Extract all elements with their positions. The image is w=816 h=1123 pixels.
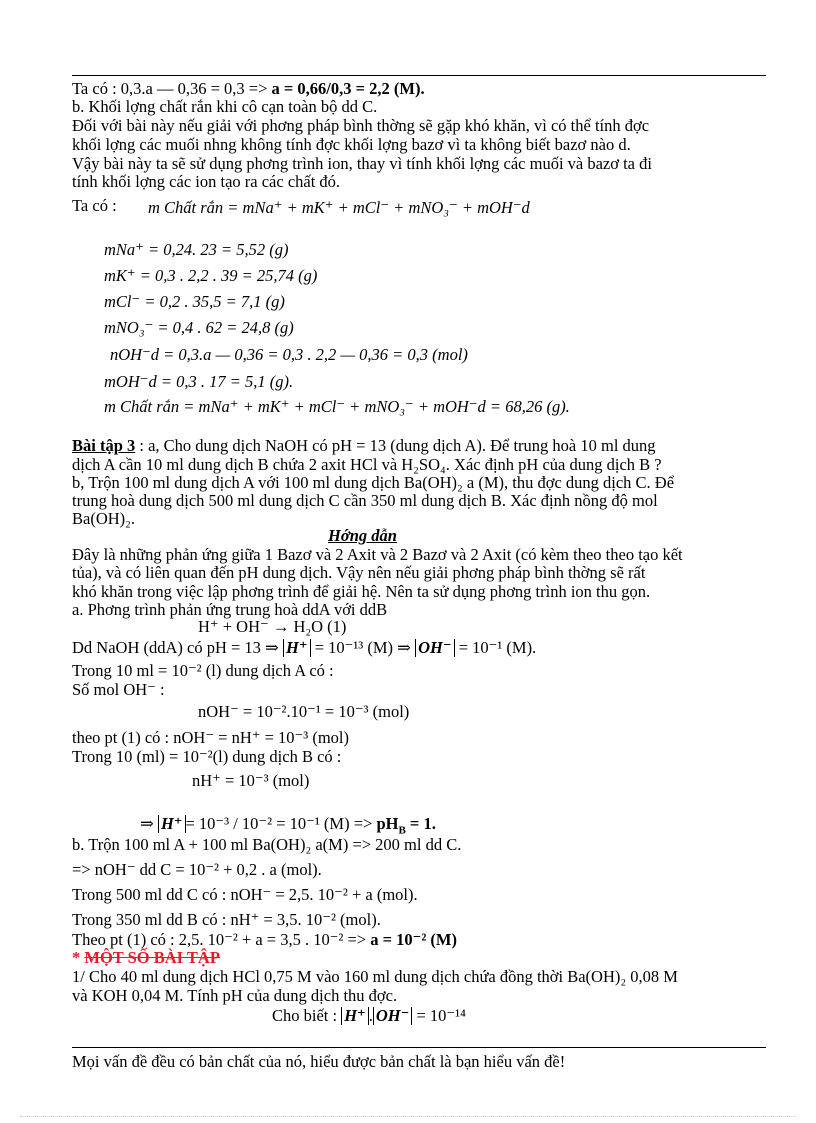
text-span: : a, Cho dung dịch NaOH có pH = 13 (dung dịch A). Để trung hoà 10 ml dung <box>135 436 656 455</box>
text-span: = 10⁻³ / 10⁻² = 10⁻¹ (M) => <box>185 814 377 833</box>
text-line: khó khăn trong việc lập phơng trình để giải hệ. Nên ta sử dụng phơng trình ion thu gọn. <box>72 582 651 601</box>
formula-line: mOH⁻d = 0,3 . 17 = 5,1 (g). <box>104 372 294 391</box>
text-span: ⇒ <box>140 814 154 833</box>
text-span: Ta có : 0,3.a — 0,36 = 0,3 => <box>72 79 272 98</box>
text-line: và KOH 0,04 M. Tính pH của dung dịch thu đợc. <box>72 986 398 1005</box>
equation-line: nH⁺ = 10⁻³ (mol) <box>192 771 310 790</box>
equation-line: => nOH⁻ dd C = 10⁻² + 0,2 . a (mol). <box>72 860 322 879</box>
text-line: khối lợng các muối nhng không tính đợc khối lợng bazơ vì ta không biết bazơ nào d. <box>72 135 631 154</box>
text-span: MỘT SỐ BÀI TẬP <box>84 948 220 967</box>
text-line: trung hoà dung dịch 500 ml dung dịch C cần 350 ml dung dịch B. Xác định nồng độ mol <box>72 491 658 510</box>
formula-line: mCl⁻ = 0,2 . 35,5 = 7,1 (g) <box>104 292 285 311</box>
text-line: a. Phơng trình phản ứng trung hoà ddA với ddB <box>72 600 388 619</box>
footer-text: Mọi vấn đề đều có bản chất của nó, hiểu được bản chất là bạn hiểu vấn đề! <box>72 1052 566 1071</box>
h-concentration: H⁺ <box>158 815 186 833</box>
exercise-3-heading <box>72 436 656 455</box>
text-line: b, Trộn 100 ml dung dịch A với 100 ml dung dịch Ba(OH)₂ a (M), thu đợc dung dịch C. Để <box>72 473 675 492</box>
formula-line: mK⁺ = 0,3 . 2,2 . 39 = 25,74 (g) <box>104 266 318 285</box>
equation-line <box>272 1006 466 1025</box>
text-span: B <box>398 824 406 837</box>
h-concentration: H⁺ <box>283 639 311 657</box>
equation-line: nOH⁻ = 10⁻².10⁻¹ = 10⁻³ (mol) <box>198 702 410 721</box>
text-line: Số mol OH⁻ : <box>72 680 165 699</box>
guide-heading: Hớng dẫn <box>328 526 397 545</box>
text-line: 1/ Cho 40 ml dung dịch HCl 0,75 M vào 160 ml dung dịch chứa đồng thời Ba(OH)₂ 0,08 M <box>72 967 678 986</box>
equation-line: Trong 500 ml dd C có : nOH⁻ = 2,5. 10⁻² + a (mol). <box>72 885 418 904</box>
equation-line <box>72 638 536 657</box>
text-line: b. Khối lợng chất rắn khi cô cạn toàn bộ dd C. <box>72 97 378 116</box>
text-span: = 10⁻¹³ (M) ⇒ <box>310 638 411 657</box>
text-line: b. Trộn 100 ml A + 100 ml Ba(OH)₂ a(M) => 200 ml dd C. <box>72 835 462 854</box>
text-span: = 10⁻¹ (M). <box>454 638 537 657</box>
text-span: * <box>72 948 85 967</box>
text-line: Vậy bài này ta sẽ sử dụng phơng trình ion, thay vì tính khối lợng các muối và bazơ ta đi <box>72 154 652 173</box>
text-span: Cho biết : <box>272 1006 342 1025</box>
result-a: a = 0,66/0,3 = 2,2 (M). <box>271 79 425 98</box>
text-span: Dd NaOH (ddA) có pH = 13 ⇒ <box>72 638 279 657</box>
text-span: pH <box>376 814 399 833</box>
equation-line <box>140 814 436 837</box>
page-edge <box>20 1116 796 1117</box>
top-rule <box>72 75 766 76</box>
text-line: Trong 10 ml = 10⁻² (l) dung dịch A có : <box>72 661 334 680</box>
text-line: Ta có : <box>72 196 117 215</box>
line-ta-co <box>72 79 425 98</box>
formula-line: mNO₃⁻ = 0,4 . 62 = 24,8 (g) <box>104 318 294 337</box>
text-line: Trong 10 (ml) = 10⁻²(l) dung dịch B có : <box>72 747 342 766</box>
formula-line: m Chất rắn = mNa⁺ + mK⁺ + mCl⁻ + mNO₃⁻ + mOH⁻d <box>148 198 530 217</box>
text-line: Đối với bài này nếu giải với phơng pháp bình thờng sẽ gặp khó khăn, vì có thể tính đợc <box>72 116 650 135</box>
equation-line: H⁺ + OH⁻ → H₂O (1) <box>198 617 347 636</box>
text-span: Theo pt (1) có : 2,5. 10⁻² + a = 3,5 . 10⁻² => <box>72 930 371 949</box>
text-line: tính khối lợng các ion tạo ra các chất đó. <box>72 172 341 191</box>
formula-line: nOH⁻d = 0,3.a — 0,36 = 0,3 . 2,2 — 0,36 = 0,3 (mol) <box>110 345 468 364</box>
exercise-title: Bài tập 3 <box>72 436 136 455</box>
equation-line: theo pt (1) có : nOH⁻ = nH⁺ = 10⁻³ (mol) <box>72 728 349 747</box>
text-line: dịch A cần 10 ml dung dịch B chứa 2 axit HCl và H₂SO₄. Xác định pH của dung dịch B ? <box>72 455 662 474</box>
text-line: Đây là những phản ứng giữa 1 Bazơ và 2 Axit và 2 Bazơ và 2 Axit (có kèm theo theo tạo kết <box>72 545 683 564</box>
text-span: = 1. <box>405 814 436 833</box>
text-span: . <box>368 1006 373 1025</box>
text-line: Ba(OH)₂. <box>72 509 136 528</box>
equation-line <box>72 930 457 949</box>
formula-line: mNa⁺ = 0,24. 23 = 5,52 (g) <box>104 240 289 259</box>
formula-line: m Chất rắn = mNa⁺ + mK⁺ + mCl⁻ + mNO₃⁻ + mOH⁻d = 68,26 (g). <box>104 397 570 416</box>
ph-result <box>376 814 436 837</box>
text-line: tủa), và có liên quan đến pH dung dịch. Vậy nên nếu giải phơng pháp bình thờng sẽ rất <box>72 563 646 582</box>
text-span: = 10⁻¹⁴ <box>412 1006 466 1025</box>
result-a: a = 10⁻² (M) <box>370 930 457 949</box>
equation-line: Trong 350 ml dd B có : nH⁺ = 3,5. 10⁻² (mol). <box>72 910 381 929</box>
h-concentration: H⁺ <box>341 1007 369 1025</box>
oh-concentration: OH⁻ <box>373 1007 412 1025</box>
bottom-rule <box>72 1047 766 1048</box>
exercise-list-heading <box>72 948 220 967</box>
oh-concentration: OH⁻ <box>415 639 454 657</box>
